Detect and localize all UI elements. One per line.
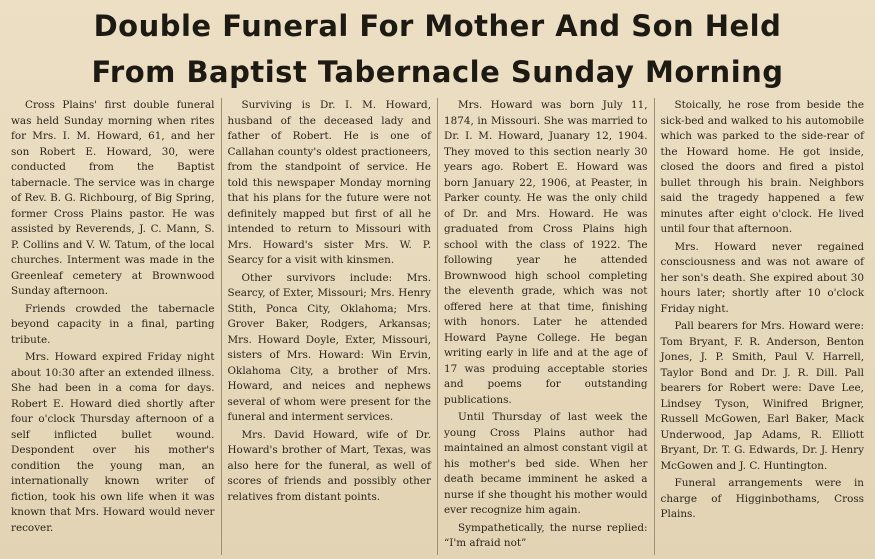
column-1 xyxy=(5,98,221,555)
article-columns xyxy=(5,98,870,555)
paragraph: Pall bearers for Mrs. Howard were: Tom Bryant, F. R. Anderson, Benton Jones, J. P. Smith, Paul V. Harrell, Taylor Bond and Dr. J. R. Dill. Pall bearers for Robert were: Dave Lee, Lindsey Tyson, Winifred Brigner, Russell McGowen, Earl Baker, Mack Underwood, Jap Adams, R. Elliott Bryant, Dr. T. G. Edwards, Dr. J. Henry McGowen and J. C. Huntington. xyxy=(660,320,864,472)
paragraph: Other survivors include: Mrs. Searcy, of Exter, Missouri; Mrs. Henry Stith, Ponca City, Oklahoma; Mrs. Grover Baker, Rodgers, Arkansas; Mrs. Howard Doyle, Exter, Missouri, sisters of Mrs. Howard: Win Ervin, Oklahoma City, a brother of Mrs. Howard, and neices and nephews several of whom were present for the funeral and interment services. xyxy=(227,271,431,423)
column-4 xyxy=(654,98,871,555)
paragraph: Stoically, he rose from beside the sick-bed and walked to his automobile which was parked to the side-rear of the Howard home. He got inside, closed the doors and fired a pistol bullet through his brain. Neighbors said the tragedy happened a few minutes after eight o'clock. He lived until four that afternoon. xyxy=(660,99,864,235)
paragraph: Cross Plains' first double funeral was held Sunday morning when rites for Mrs. I. M. Howard, 61, and her son Robert E. Howard, 30, were conducted from the Baptist tabernacle. The service was in charge of Rev. B. G. Richbourg, of Big Spring, former Cross Plains pastor. He was assisted by Reverends, J. C. Mann, S. P. Collins and V. W. Tatum, of the local churches. Interment was made in the Greenleaf cemetery at Brownwood Sunday afternoon. xyxy=(11,99,215,297)
paragraph: Mrs. Howard expired Friday night about 10:30 after an extended illness. She had been in a coma for days. Robert E. Howard died shortly after four o'clock Thursday afternoon of a self inflicted bullet wound. Despondent over his mother's condition the young man, an internationally known writer of fiction, took his own life when it was known that Mrs. Howard would never recover. xyxy=(11,351,215,534)
paragraph: Until Thursday of last week the young Cross Plains author had maintained an almost constant vigil at his mother's bed side. When her death became imminent he asked a nurse if she thought his mother would ever recognize him again. xyxy=(444,411,648,516)
paragraph: Mrs. Howard never regained consciousness and was not aware of her son's death. She expired about 30 hours later; shortly after 10 o'clock Friday night. xyxy=(660,240,864,315)
paragraph: Surviving is Dr. I. M. Howard, husband of the deceased lady and father of Robert. He is one of Callahan county's oldest practioneers, from the standpoint of service. He told this newspaper Monday morning that his plans for the future were not definitely mapped but first of all he intended to return to Missouri with Mrs. Howard's sister Mrs. W. P. Searcy for a visit with kinsmen. xyxy=(227,99,431,266)
paragraph: Mrs. David Howard, wife of Dr. Howard's brother of Mart, Texas, was also here for the funeral, as well of scores of friends and possibly other relatives from distant points. xyxy=(227,428,431,503)
column-3 xyxy=(437,98,654,555)
column-2 xyxy=(221,98,438,555)
paragraph: Sympathetically, the nurse replied: “I'm afraid not” xyxy=(444,521,648,549)
paragraph: Mrs. Howard was born July 11, 1874, in Missouri. She was married to Dr. I. M. Howard, Juanary 12, 1904. They moved to this section nearly 30 years ago. Robert E. Howard was born January 22, 1906, at Peaster, in Parker county. He was the only child of Dr. and Mrs. Howard. He was graduated from Cross Plains high school with the class of 1922. The following year he attended Brownwood high school completing the eleventh grade, which was not offered here at that time, finishing with honors. Later he attended Howard Payne College. He began writing early in life and at the age of 17 was produing acceptable stories and poems for outstanding publications. xyxy=(444,99,648,406)
paragraph: Funeral arrangements were in charge of Higginbothams, Cross Plains. xyxy=(660,477,864,520)
paragraph: Friends crowded the tabernacle beyond capacity in a final, parting tribute. xyxy=(11,302,215,346)
headline-line-1: Double Funeral For Mother And Son Held xyxy=(93,9,782,43)
headline-line-2: From Baptist Tabernacle Sunday Morning xyxy=(91,55,784,89)
